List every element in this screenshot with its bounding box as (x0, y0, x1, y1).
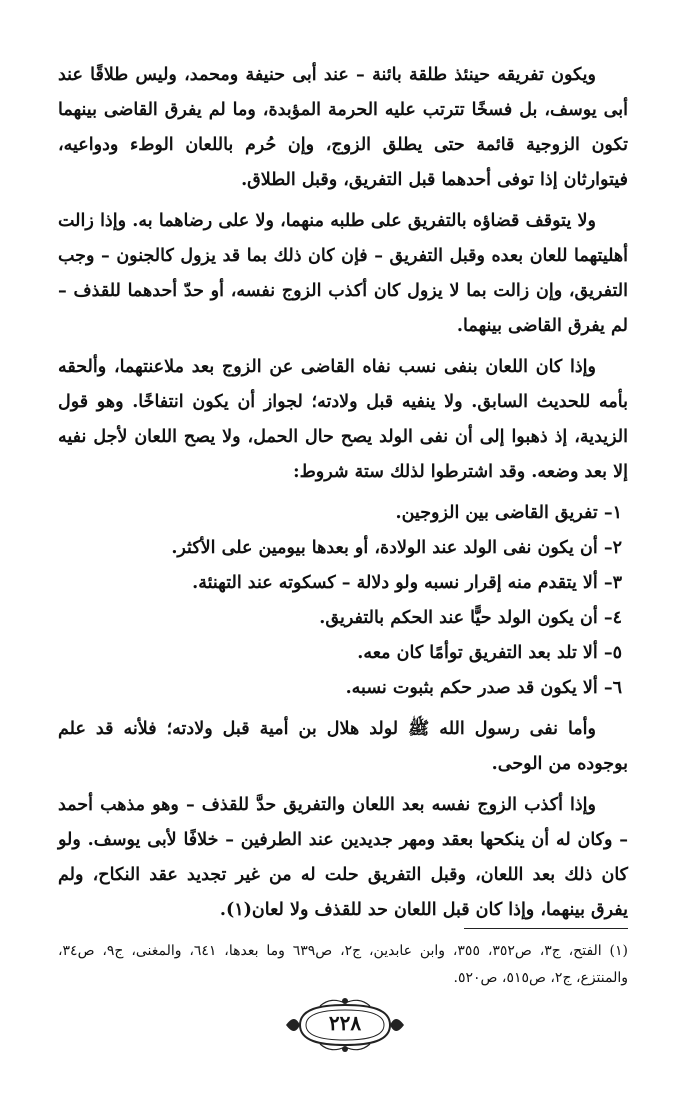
page-number-ornament (280, 997, 410, 1053)
paragraph-1: ويكون تفريقه حينئذ طلقة بائنة – عند أبى حنيفة ومحمد، وليس طلاقًا عند أبى يوسف، بل فسخًا تترتب عليه الحرمة المؤبدة، وما لم يفرق القاضى بينهما تكون الزوجية قائمة حتى يطلق الزوج، وإن حُرم باللعان الوطء ودواعيه، فيتوارثان إذا توفى أحدهما قبل التفريق، وقبل الطلاق. (58, 65, 628, 190)
paragraph-4: وأما نفى رسول الله ﷺ لولد هلال بن أمية قبل ولادته؛ فلأنه قد علم بوجوده من الوحى. (58, 719, 628, 774)
condition-item-2: ٢– أن يكون نفى الولد عند الولادة، أو بعدها بيومين على الأكثر. (171, 538, 622, 558)
condition-item-4: ٤– أن يكون الولد حيًّا عند الحكم بالتفريق. (319, 608, 622, 628)
condition-item-5: ٥– ألا تلد بعد التفريق توأمًا كان معه. (357, 643, 622, 663)
condition-item-3: ٣– ألا يتقدم منه إقرار نسبه ولو دلالة – كسكوته عند التهنئة. (192, 573, 622, 593)
footnote: (١) الفتح، ج٣، ص٣٥٢، ٣٥٥، وابن عابدين، ج٢، ص٦٣٩ وما بعدها، ٦٤١، والمغنى، ج٩، ص٣٤، والمنتزع، ج٢، ص٥١٥، ص٥٢٠. (58, 943, 629, 986)
paragraph-2: ولا يتوقف قضاؤه بالتفريق على طلبه منهما، ولا على رضاهما به. وإذا زالت أهليتهما للعان بعده وقبل التفريق – فإن كان ذلك بما قد يزول كالجنون – وجب التفريق، وإن زالت بما لا يزول كان أكذب الزوج نفسه، أو حدّ أحدهما للقذف – لم يفرق القاضى بينهما. (58, 211, 628, 336)
page-body (58, 58, 628, 934)
condition-item-1: ١– تفريق القاضى بين الزوجين. (395, 503, 622, 523)
paragraph-5: وإذا أكذب الزوج نفسه بعد اللعان والتفريق حدَّ للقذف – وهو مذهب أحمد – وكان له أن ينكحها بعقد ومهر جديدين عند الطرفين – خلافًا لأبى يوسف. ولو كان ذلك بعد اللعان، وقبل التفريق حلت له من غير تجديد عقد النكاح، ولم يفرق بينهما، وإذا كان قبل اللعان حد للقذف ولا لعان(١). (58, 795, 628, 920)
footnote-divider (464, 928, 628, 929)
condition-item-6: ٦– ألا يكون قد صدر حكم بثبوت نسبه. (345, 678, 622, 698)
conditions-list (58, 496, 628, 706)
page-number: ٢٢٨ (328, 1011, 362, 1035)
paragraph-3: وإذا كان اللعان بنفى نسب نفاه القاضى عن الزوج بعد ملاعنتهما، وألحقه بأمه للحديث السابق. ولا ينفيه قبل ولادته؛ لجواز أن يكون انتفاخًا. وهو قول الزيدية، إذ ذهبوا إلى أن نفى الولد يصح حال الحمل، ولا يصح اللعان لأجل نفيه إلا بعد وضعه. وقد اشترطوا لذلك ستة شروط: (58, 357, 628, 482)
